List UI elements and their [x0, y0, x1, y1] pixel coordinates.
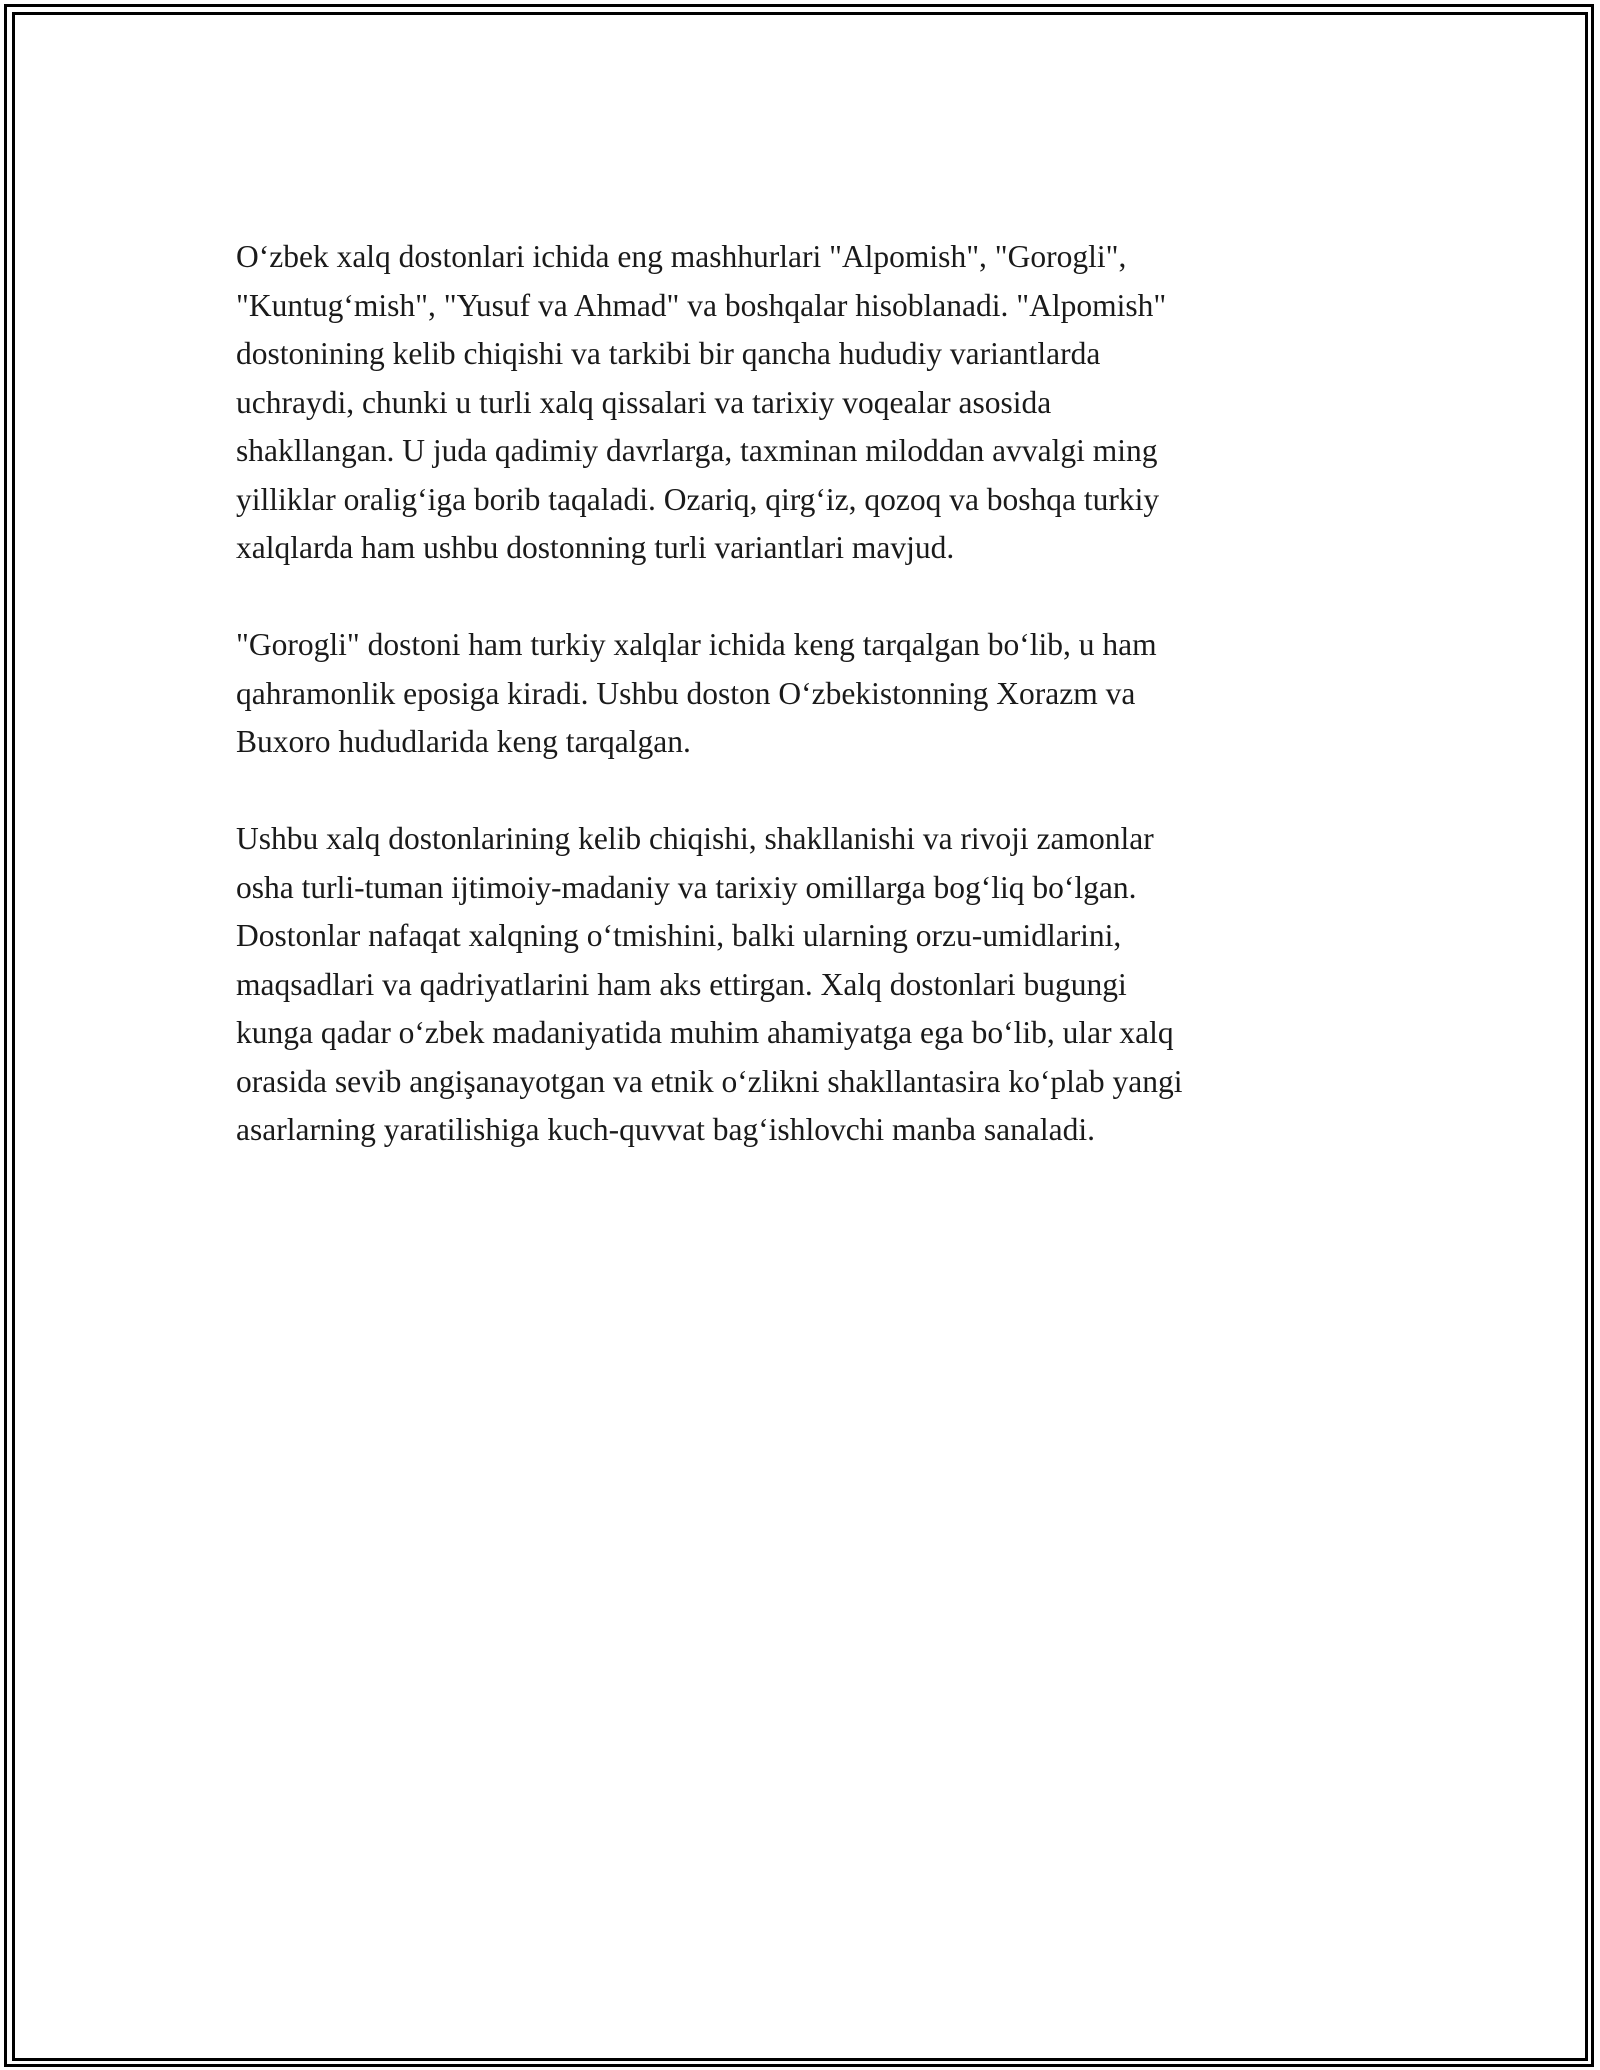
- paragraph-gorogli: "Gorogli" dostoni ham turkiy xalqlar ichida keng tarqalgan bo‘lib, u ham qahramonlik eposiga kiradi. Ushbu doston O‘zbekistonning Xorazm va Buxoro hududlarida keng tarqalgan.: [236, 627, 1157, 759]
- paragraph-alpomish: O‘zbek xalq dostonlari ichida eng mashhurlari "Alpomish", "Gorogli", "Kuntug‘mish", "Yusuf va Ahmad" va boshqalar hisoblanadi. "Alpomish" dostonining kelib chiqishi va tarkibi bir qancha hududiy variantlarda uchraydi, chunki u turli xalq qissalari va tarixiy voqealar asosida shakllangan. U juda qadimiy davrlarga, taxminan miloddan avvalgi ming yilliklar oralig‘iga borib taqaladi. Ozariq, qirg‘iz, qozoq va boshqa turkiy xalqlarda ham ushbu dostonning turli variantlari mavjud.: [236, 239, 1167, 565]
- document-body: [236, 233, 1366, 1203]
- paragraph-origins: Ushbu xalq dostonlarining kelib chiqishi, shakllanishi va rivoji zamonlar osha turli-tuman ijtimoiy-madaniy va tarixiy omillarga bog‘liq bo‘lgan. Dostonlar nafaqat xalqning o‘tmishini, balki ularning orzu-umidlarini, maqsadlari va qadriyatlarini ham aks ettirgan. Xalq dostonlari bugungi kunga qadar o‘zbek madaniyatida muhim ahamiyatga ega bo‘lib, ular xalq orasida sevib angişanayotgan va etnik o‘zlikni shakllantasira ko‘plab yangi asarlarning yaratilishiga kuch-quvvat bag‘ishlovchi manba sanaladi.: [236, 821, 1183, 1147]
